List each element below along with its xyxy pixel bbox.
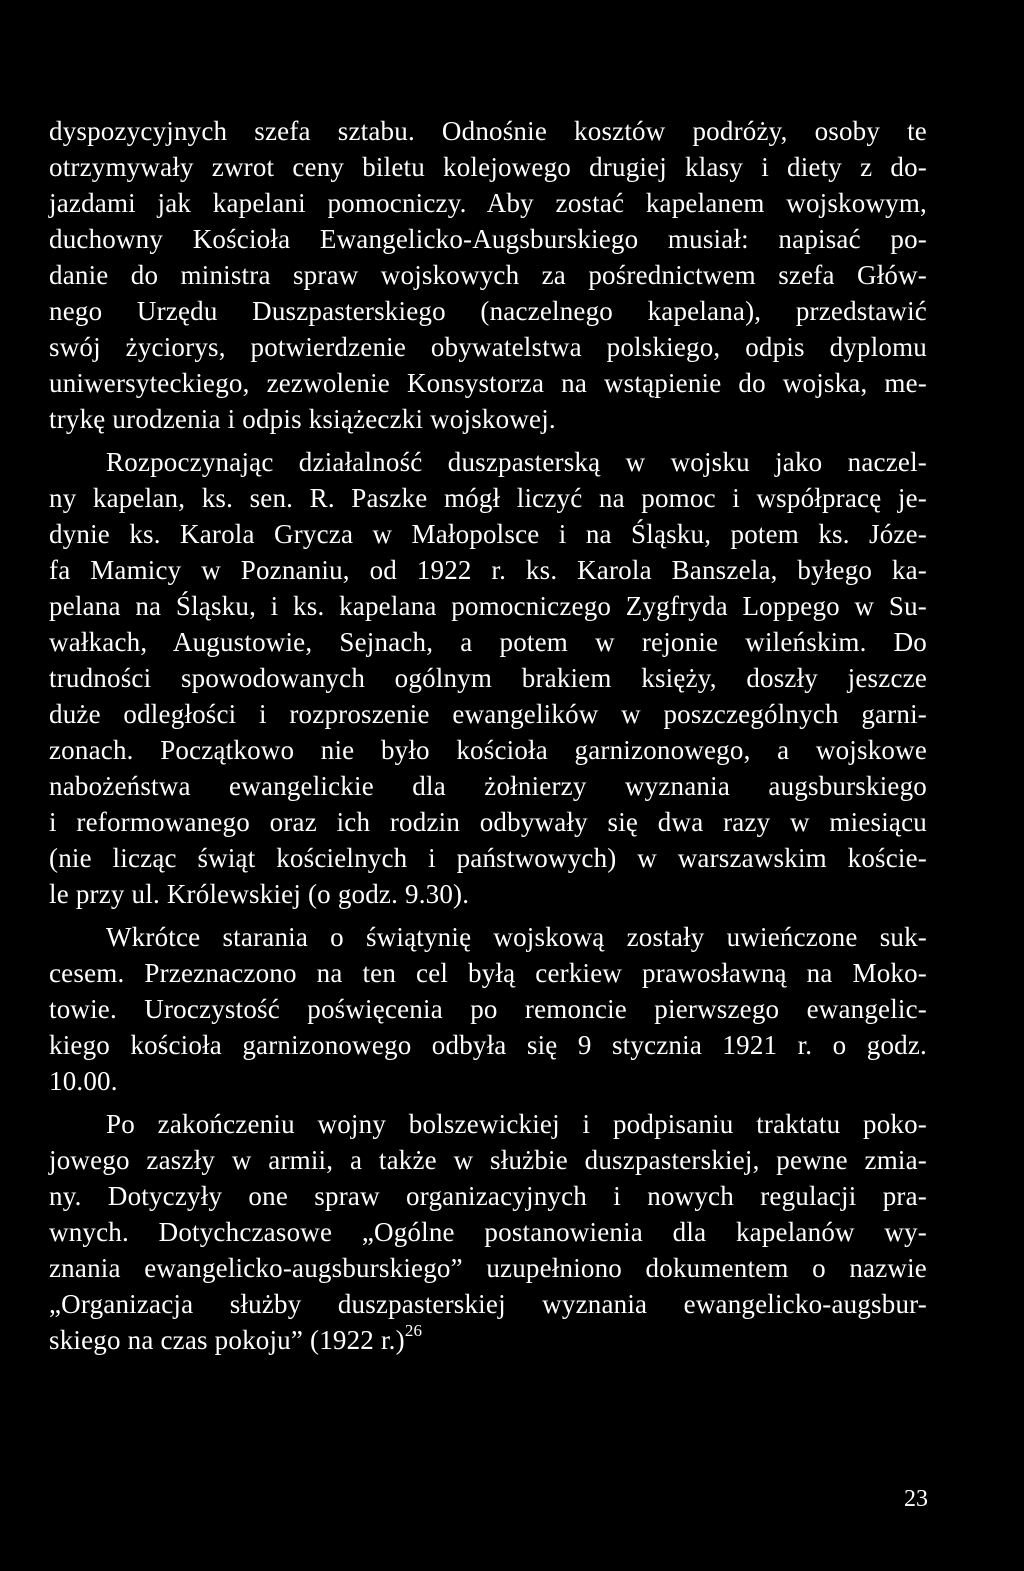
text-line: duchowny Kościoła Ewangelicko-Augsburskiego musiał: napisać po- xyxy=(49,224,927,254)
text-line: jazdami jak kapelani pomocniczy. Aby zostać kapelanem wojskowym, xyxy=(49,188,927,218)
text-line: cesem. Przeznaczono na ten cel byłą cerkiew prawosławną na Moko- xyxy=(49,958,927,988)
text-line: dynie ks. Karola Grycza w Małopolsce i na Śląsku, potem ks. Józe- xyxy=(49,519,927,549)
text-line: uniwersyteckiego, zezwolenie Konsystorza na wstąpienie do wojska, me- xyxy=(49,368,927,398)
text-line: i reformowanego oraz ich rodzin odbywały się dwa razy w miesiącu xyxy=(49,807,927,837)
text-line: kiego kościoła garnizonowego odbyła się 9 stycznia 1921 r. o godz. xyxy=(49,1030,927,1060)
text-line: fa Mamicy w Poznaniu, od 1922 r. ks. Karola Banszela, byłego ka- xyxy=(49,555,927,585)
text-line: Wkrótce starania o świątynię wojskową zostały uwieńczone suk- xyxy=(106,922,927,952)
text-line: „Organizacja służby duszpasterskiej wyznania ewangelicko-augsbur- xyxy=(49,1289,927,1319)
text-line: duże odległości i rozproszenie ewangelików w poszczególnych garni- xyxy=(49,699,927,729)
text-line: swój życiorys, potwierdzenie obywatelstwa polskiego, odpis dyplomu xyxy=(49,332,927,362)
text-line: ny. Dotyczyły one spraw organizacyjnych i nowych regulacji pra- xyxy=(49,1181,927,1211)
page-number: 23 xyxy=(904,1486,928,1512)
text-line: jowego zaszły w armii, a także w służbie duszpasterskiej, pewne zmia- xyxy=(49,1145,927,1175)
text-line: otrzymywały zwrot ceny biletu kolejowego drugiej klasy i diety z do- xyxy=(49,152,927,182)
text-line: Rozpoczynając działalność duszpasterską w wojsku jako naczel- xyxy=(106,447,927,477)
text-line: nego Urzędu Duszpasterskiego (naczelnego kapelana), przedstawić xyxy=(49,296,927,326)
text-line: pelana na Śląsku, i ks. kapelana pomocniczego Zygfryda Loppego w Su- xyxy=(49,591,927,621)
footnote-reference: 26 xyxy=(404,1321,423,1340)
text-line-content: skiego na czas pokoju” (1922 r.) xyxy=(49,1325,405,1355)
text-line: 10.00. xyxy=(49,1066,118,1096)
text-line: trykę urodzenia i odpis książeczki wojskowej. xyxy=(49,404,556,434)
text-line: wałkach, Augustowie, Sejnach, a potem w rejonie wileńskim. Do xyxy=(49,627,927,657)
text-line: danie do ministra spraw wojskowych za pośrednictwem szefa Głów- xyxy=(49,260,927,290)
text-line: (nie licząc świąt kościelnych i państwowych) w warszawskim koście- xyxy=(49,843,927,873)
text-line: nabożeństwa ewangelickie dla żołnierzy wyznania augsburskiego xyxy=(49,771,927,801)
text-line: Po zakończeniu wojny bolszewickiej i podpisaniu traktatu poko- xyxy=(106,1109,927,1139)
text-line: znania ewangelicko-augsburskiego” uzupełniono dokumentem o nazwie xyxy=(49,1253,927,1283)
text-line: towie. Uroczystość poświęcenia po remoncie pierwszego ewangelic- xyxy=(49,994,927,1024)
text-line: zonach. Początkowo nie było kościoła garnizonowego, a wojskowe xyxy=(49,735,927,765)
text-line xyxy=(49,1322,927,1358)
text-line: dyspozycyjnych szefa sztabu. Odnośnie kosztów podróży, osoby te xyxy=(49,116,927,146)
text-line: wnych. Dotychczasowe „Ogólne postanowienia dla kapelanów wy- xyxy=(49,1217,927,1247)
text-line: le przy ul. Królewskiej (o godz. 9.30). xyxy=(49,879,470,909)
text-line: trudności spowodowanych ogólnym brakiem księży, doszły jeszcze xyxy=(49,663,927,693)
text-line: ny kapelan, ks. sen. R. Paszke mógł liczyć na pomoc i współpracę je- xyxy=(49,483,927,513)
